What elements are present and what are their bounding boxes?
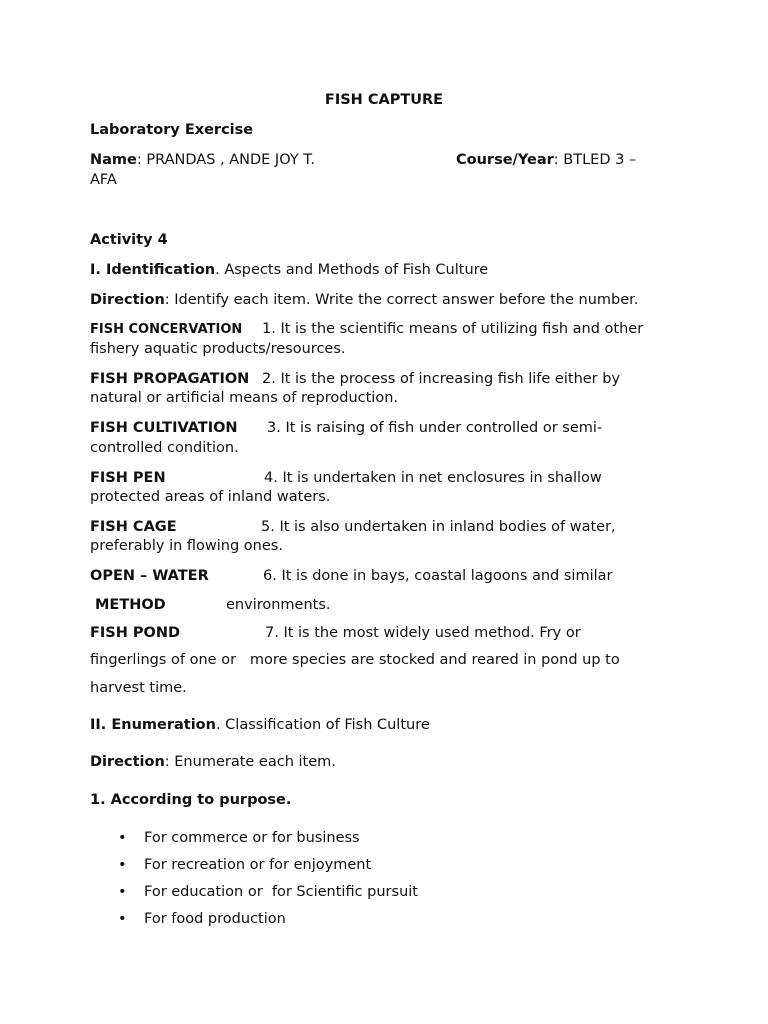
enumeration-subtitle: . Classification of Fish Culture — [215, 717, 430, 733]
identification-title: I. Identification — [90, 262, 216, 278]
document-subtitle: Laboratory Exercise — [90, 122, 254, 138]
question-text: 3. It is raising of fish under controlled or semi- — [267, 420, 603, 436]
answer-text: FISH CAGE — [90, 519, 177, 535]
answer-text: FISH CULTIVATION — [90, 420, 238, 436]
question-text: 5. It is also undertaken in inland bodies of water, — [261, 519, 616, 535]
question-text-continued: fingerlings of one or more species are stocked and reared in pond up to — [90, 652, 620, 668]
student-name-line — [90, 152, 315, 168]
bullet-icon: • — [118, 884, 127, 900]
course-value: : BTLED 3 – — [553, 152, 637, 168]
list-item: For recreation or for enjoyment — [144, 857, 372, 873]
direction-text: : Enumerate each item. — [164, 754, 336, 770]
document-title: FISH CAPTURE — [324, 92, 444, 108]
course-label: Course/Year — [456, 152, 554, 168]
name-value: : PRANDAS , ANDE JOY T. — [136, 152, 316, 168]
question-text: 6. It is done in bays, coastal lagoons and similar — [263, 568, 613, 584]
list-item — [90, 470, 602, 486]
answer-text: FISH PROPAGATION — [90, 371, 250, 387]
identification-direction — [90, 292, 638, 308]
list-item: For education or for Scientific pursuit — [144, 884, 418, 900]
question-text: 4. It is undertaken in net enclosures in shallow — [264, 470, 602, 486]
list-item: For food production — [144, 911, 286, 927]
enumeration-direction — [90, 754, 336, 770]
identification-heading — [90, 262, 488, 278]
question-text-continued: environments. — [226, 597, 331, 613]
question-text-continued: preferably in flowing ones. — [90, 538, 283, 554]
enumeration-subheading: 1. According to purpose. — [90, 792, 292, 808]
list-item — [90, 568, 612, 584]
enumeration-heading — [90, 717, 430, 733]
answer-text: FISH CONCERVATION — [90, 322, 243, 337]
question-text-continued: harvest time. — [90, 680, 187, 696]
answer-text: FISH PEN — [90, 470, 166, 486]
list-item — [90, 519, 616, 535]
question-text-continued: natural or artificial means of reproduction. — [90, 390, 398, 406]
list-item-continued — [95, 597, 331, 613]
answer-text: FISH POND — [90, 625, 181, 641]
course-line — [456, 152, 636, 168]
list-item — [90, 420, 602, 436]
activity-heading: Activity 4 — [90, 232, 168, 248]
bullet-icon: • — [118, 911, 127, 927]
question-text-continued: protected areas of inland waters. — [90, 489, 331, 505]
answer-text-continued: METHOD — [95, 597, 166, 613]
direction-text: : Identify each item. Write the correct answer before the number. — [164, 292, 639, 308]
course-value-continued: AFA — [90, 172, 117, 188]
list-item — [90, 371, 620, 387]
question-text: 1. It is the scientific means of utilizing fish and other — [262, 321, 644, 337]
direction-label: Direction — [90, 754, 165, 770]
bullet-icon: • — [118, 830, 127, 846]
question-text-continued: fishery aquatic products/resources. — [90, 341, 346, 357]
enumeration-title: II. Enumeration — [90, 717, 216, 733]
answer-text: OPEN – WATER — [90, 568, 209, 584]
bullet-icon: • — [118, 857, 127, 873]
question-text: 7. It is the most widely used method. Fry or — [265, 625, 581, 641]
direction-label: Direction — [90, 292, 165, 308]
list-item — [90, 321, 643, 337]
name-label: Name — [90, 152, 137, 168]
identification-subtitle: . Aspects and Methods of Fish Culture — [215, 262, 489, 278]
list-item: For commerce or for business — [144, 830, 360, 846]
question-text: 2. It is the process of increasing fish life either by — [262, 371, 621, 387]
question-text-continued: controlled condition. — [90, 440, 239, 456]
list-item — [90, 625, 581, 641]
